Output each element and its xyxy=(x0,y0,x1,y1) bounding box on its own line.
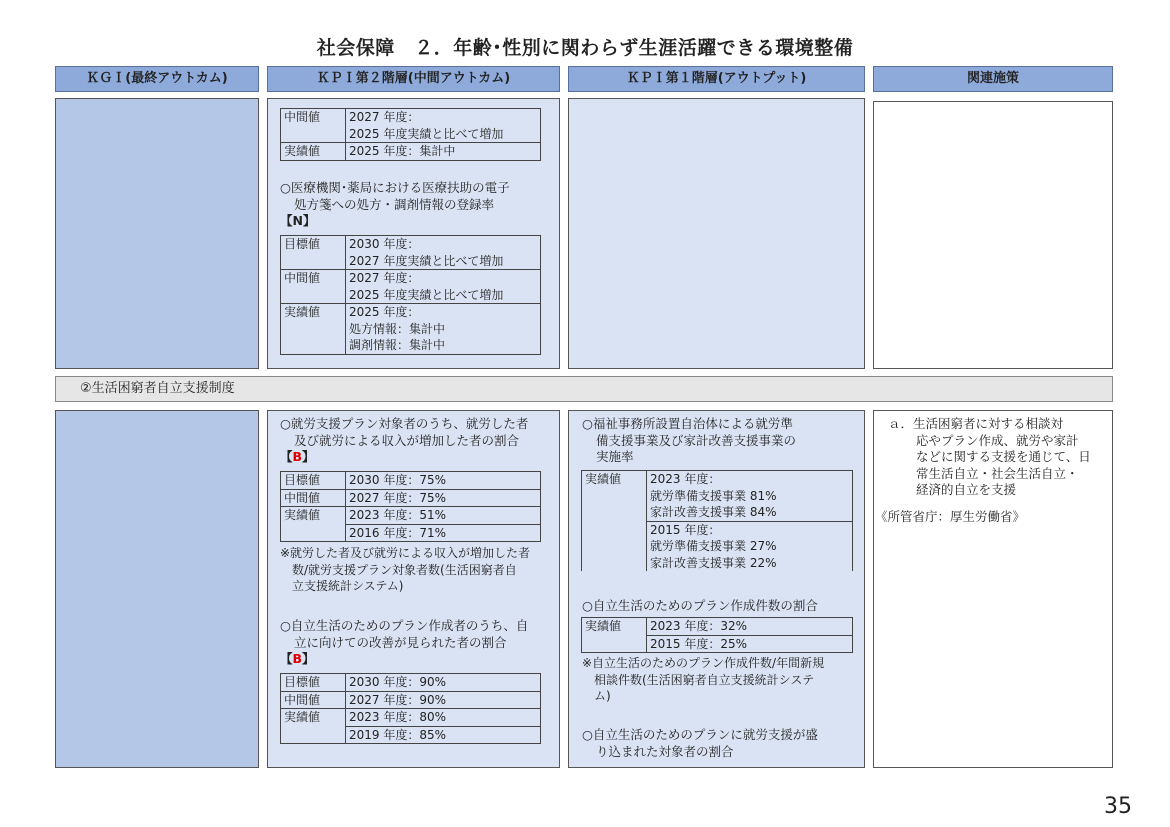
bottom-kgi-cell xyxy=(55,410,259,768)
item-tag: 【N】 xyxy=(280,213,316,228)
bottom-kpi2-item2: ○自立生活のためのプラン作成者のうち、自 立に向けての改善が見られた者の割合 【B】 xyxy=(280,618,529,666)
rating-b: B xyxy=(292,651,303,666)
bottom-kpi2-item1: ○就労支援プラン対象者のうち、就労した者 及び就労による収入が増加した者の割合 【B】 xyxy=(280,416,529,464)
top-kpi2-table1 xyxy=(280,108,541,161)
table-key: 中間値 xyxy=(281,109,346,143)
top-measures-cell xyxy=(873,101,1113,369)
top-kgi-cell xyxy=(55,98,259,369)
bottom-kpi1-cell xyxy=(568,410,865,768)
bottom-kpi1-table2: 実績値 2023 年度：32% 2015 年度：25% xyxy=(581,617,853,653)
measure-a: ａ．生活困窮者に対する相談対 応やプラン作成、就労や家計 などに関する支援を通じて、日 常生活自立・社会生活自立・ 経済的自立を支援 xyxy=(888,416,1091,497)
bottom-kpi1-item2: ○自立生活のためのプラン作成件数の割合 xyxy=(582,598,818,613)
rating-b: B xyxy=(292,449,303,464)
table-value: 2027 年度： 2025 年度実績と比べて増加 xyxy=(346,109,541,143)
top-kpi1-cell xyxy=(568,98,865,369)
section-label: ②生活困窮者自立支援制度 xyxy=(55,376,1113,402)
bottom-measures-cell xyxy=(873,410,1113,768)
bottom-kpi2-note1: ※就労した者及び就労による収入が増加した者 数/就労支援プラン対象者数(生活困窮者自 立支援統計システム) xyxy=(280,546,531,593)
top-kpi2-item2: ○医療機関･薬局における医療扶助の電子 処方箋への処方・調剤情報の登録率 【N】 xyxy=(280,180,555,230)
page-number: 35 xyxy=(1104,794,1132,819)
bottom-kpi1-item3: ○自立生活のためのプランに就労支援が盛 り込まれた対象者の割合 xyxy=(582,727,818,759)
header-kgi: ＫＧＩ(最終アウトカム) xyxy=(55,66,259,92)
header-measures: 関連施策 xyxy=(873,66,1113,92)
page-title: 社会保障 ２．年齢･性別に関わらず生涯活躍できる環境整備 xyxy=(316,37,854,59)
bottom-kpi1-item1: ○福祉事務所設置自治体による就労準 備支援事業及び家計改善支援事業の 実施率 xyxy=(582,416,797,464)
bottom-kpi1-note2: ※自立生活のためのプラン作成件数/年間新規 相談件数(生活困窮者自立支援統計システ ム) xyxy=(582,656,825,703)
table-key: 実績値 xyxy=(281,143,346,161)
bottom-kpi2-cell xyxy=(267,410,560,768)
header-kpi2: ＫＰＩ第２階層(中間アウトカム) xyxy=(267,66,560,92)
header-kpi1: ＫＰＩ第１階層(アウトプット) xyxy=(568,66,865,92)
bottom-kpi2-table2: 目標値 2030 年度：90% 中間値 2027 年度：90% 実績値 2023 年度：80% 2019 年度：85% xyxy=(280,673,541,744)
bottom-kpi1-table1: 実績値 2023 年度： 就労準備支援事業 81% 家計改善支援事業 84% 2015 年度： 就労準備支援事業 27% 家計改善支援事業 22% xyxy=(581,470,853,571)
top-kpi2-table2: 目標値 2030 年度： 2027 年度実績と比べて増加 中間値 2027 年度： 2025 年度実績と比べて増加 実績値 2025 年度： 処方情報：集計中 調剤情報：集計中 xyxy=(280,235,541,355)
bottom-kpi2-table1: 目標値 2030 年度：75% 中間値 2027 年度：75% 実績値 2023 年度：51% 2016 年度：71% xyxy=(280,471,541,542)
table-value: 2025 年度：集計中 xyxy=(346,143,541,161)
ministry-label: 《所管省庁：厚生労働省》 xyxy=(875,509,1026,524)
top-kpi2-cell xyxy=(267,98,560,369)
